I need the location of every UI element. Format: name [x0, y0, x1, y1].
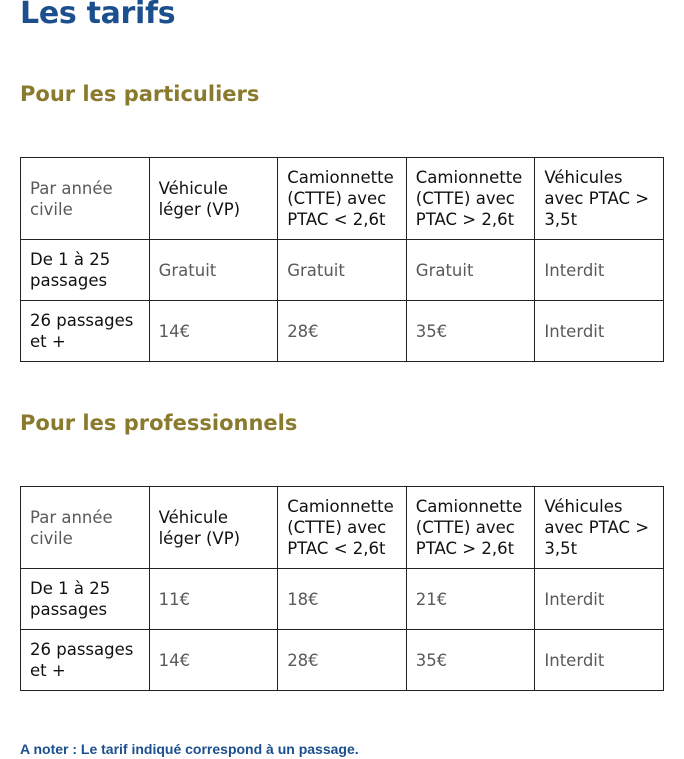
row-label-cell: De 1 à 25 passages: [21, 569, 150, 630]
table-row: [21, 569, 664, 630]
price-cell: Interdit: [535, 630, 664, 691]
tarifs-table-professionnels: [20, 486, 664, 691]
price-cell: 35€: [406, 301, 535, 362]
header-cell-vp: Véhicule léger (VP): [149, 158, 278, 240]
table-row: [21, 630, 664, 691]
price-cell: Gratuit: [406, 240, 535, 301]
tarifs-table-particuliers: [20, 157, 664, 362]
price-cell: Interdit: [535, 240, 664, 301]
header-cell-vp: Véhicule léger (VP): [149, 487, 278, 569]
header-cell-ctte-over: Camionnette (CTTE) avec PTAC > 2,6t: [406, 487, 535, 569]
row-label-cell: De 1 à 25 passages: [21, 240, 150, 301]
header-cell-ctte-over: Camionnette (CTTE) avec PTAC > 2,6t: [406, 158, 535, 240]
header-cell-period: Par année civile: [21, 487, 150, 569]
footnote: A noter : Le tarif indiqué correspond à un passage.: [20, 741, 359, 757]
price-cell: 28€: [278, 301, 407, 362]
price-cell: Interdit: [535, 301, 664, 362]
table-row: [21, 240, 664, 301]
price-cell: 35€: [406, 630, 535, 691]
price-cell: Interdit: [535, 569, 664, 630]
header-cell-period: Par année civile: [21, 158, 150, 240]
price-cell: 21€: [406, 569, 535, 630]
table-header-row: [21, 487, 664, 569]
price-cell: Gratuit: [278, 240, 407, 301]
price-cell: Gratuit: [149, 240, 278, 301]
page-title: Les tarifs: [20, 0, 176, 31]
table-row: [21, 301, 664, 362]
header-cell-ctte-under: Camionnette (CTTE) avec PTAC < 2,6t: [278, 158, 407, 240]
price-cell: 11€: [149, 569, 278, 630]
row-label-cell: 26 passages et +: [21, 301, 150, 362]
price-cell: 14€: [149, 301, 278, 362]
header-cell-ctte-under: Camionnette (CTTE) avec PTAC < 2,6t: [278, 487, 407, 569]
row-label-cell: 26 passages et +: [21, 630, 150, 691]
section-title-professionnels: Pour les professionnels: [20, 411, 298, 435]
price-cell: 14€: [149, 630, 278, 691]
price-cell: 28€: [278, 630, 407, 691]
header-cell-ptac: Véhicules avec PTAC > 3,5t: [535, 158, 664, 240]
header-cell-ptac: Véhicules avec PTAC > 3,5t: [535, 487, 664, 569]
price-cell: 18€: [278, 569, 407, 630]
table-header-row: [21, 158, 664, 240]
section-title-particuliers: Pour les particuliers: [20, 82, 260, 106]
